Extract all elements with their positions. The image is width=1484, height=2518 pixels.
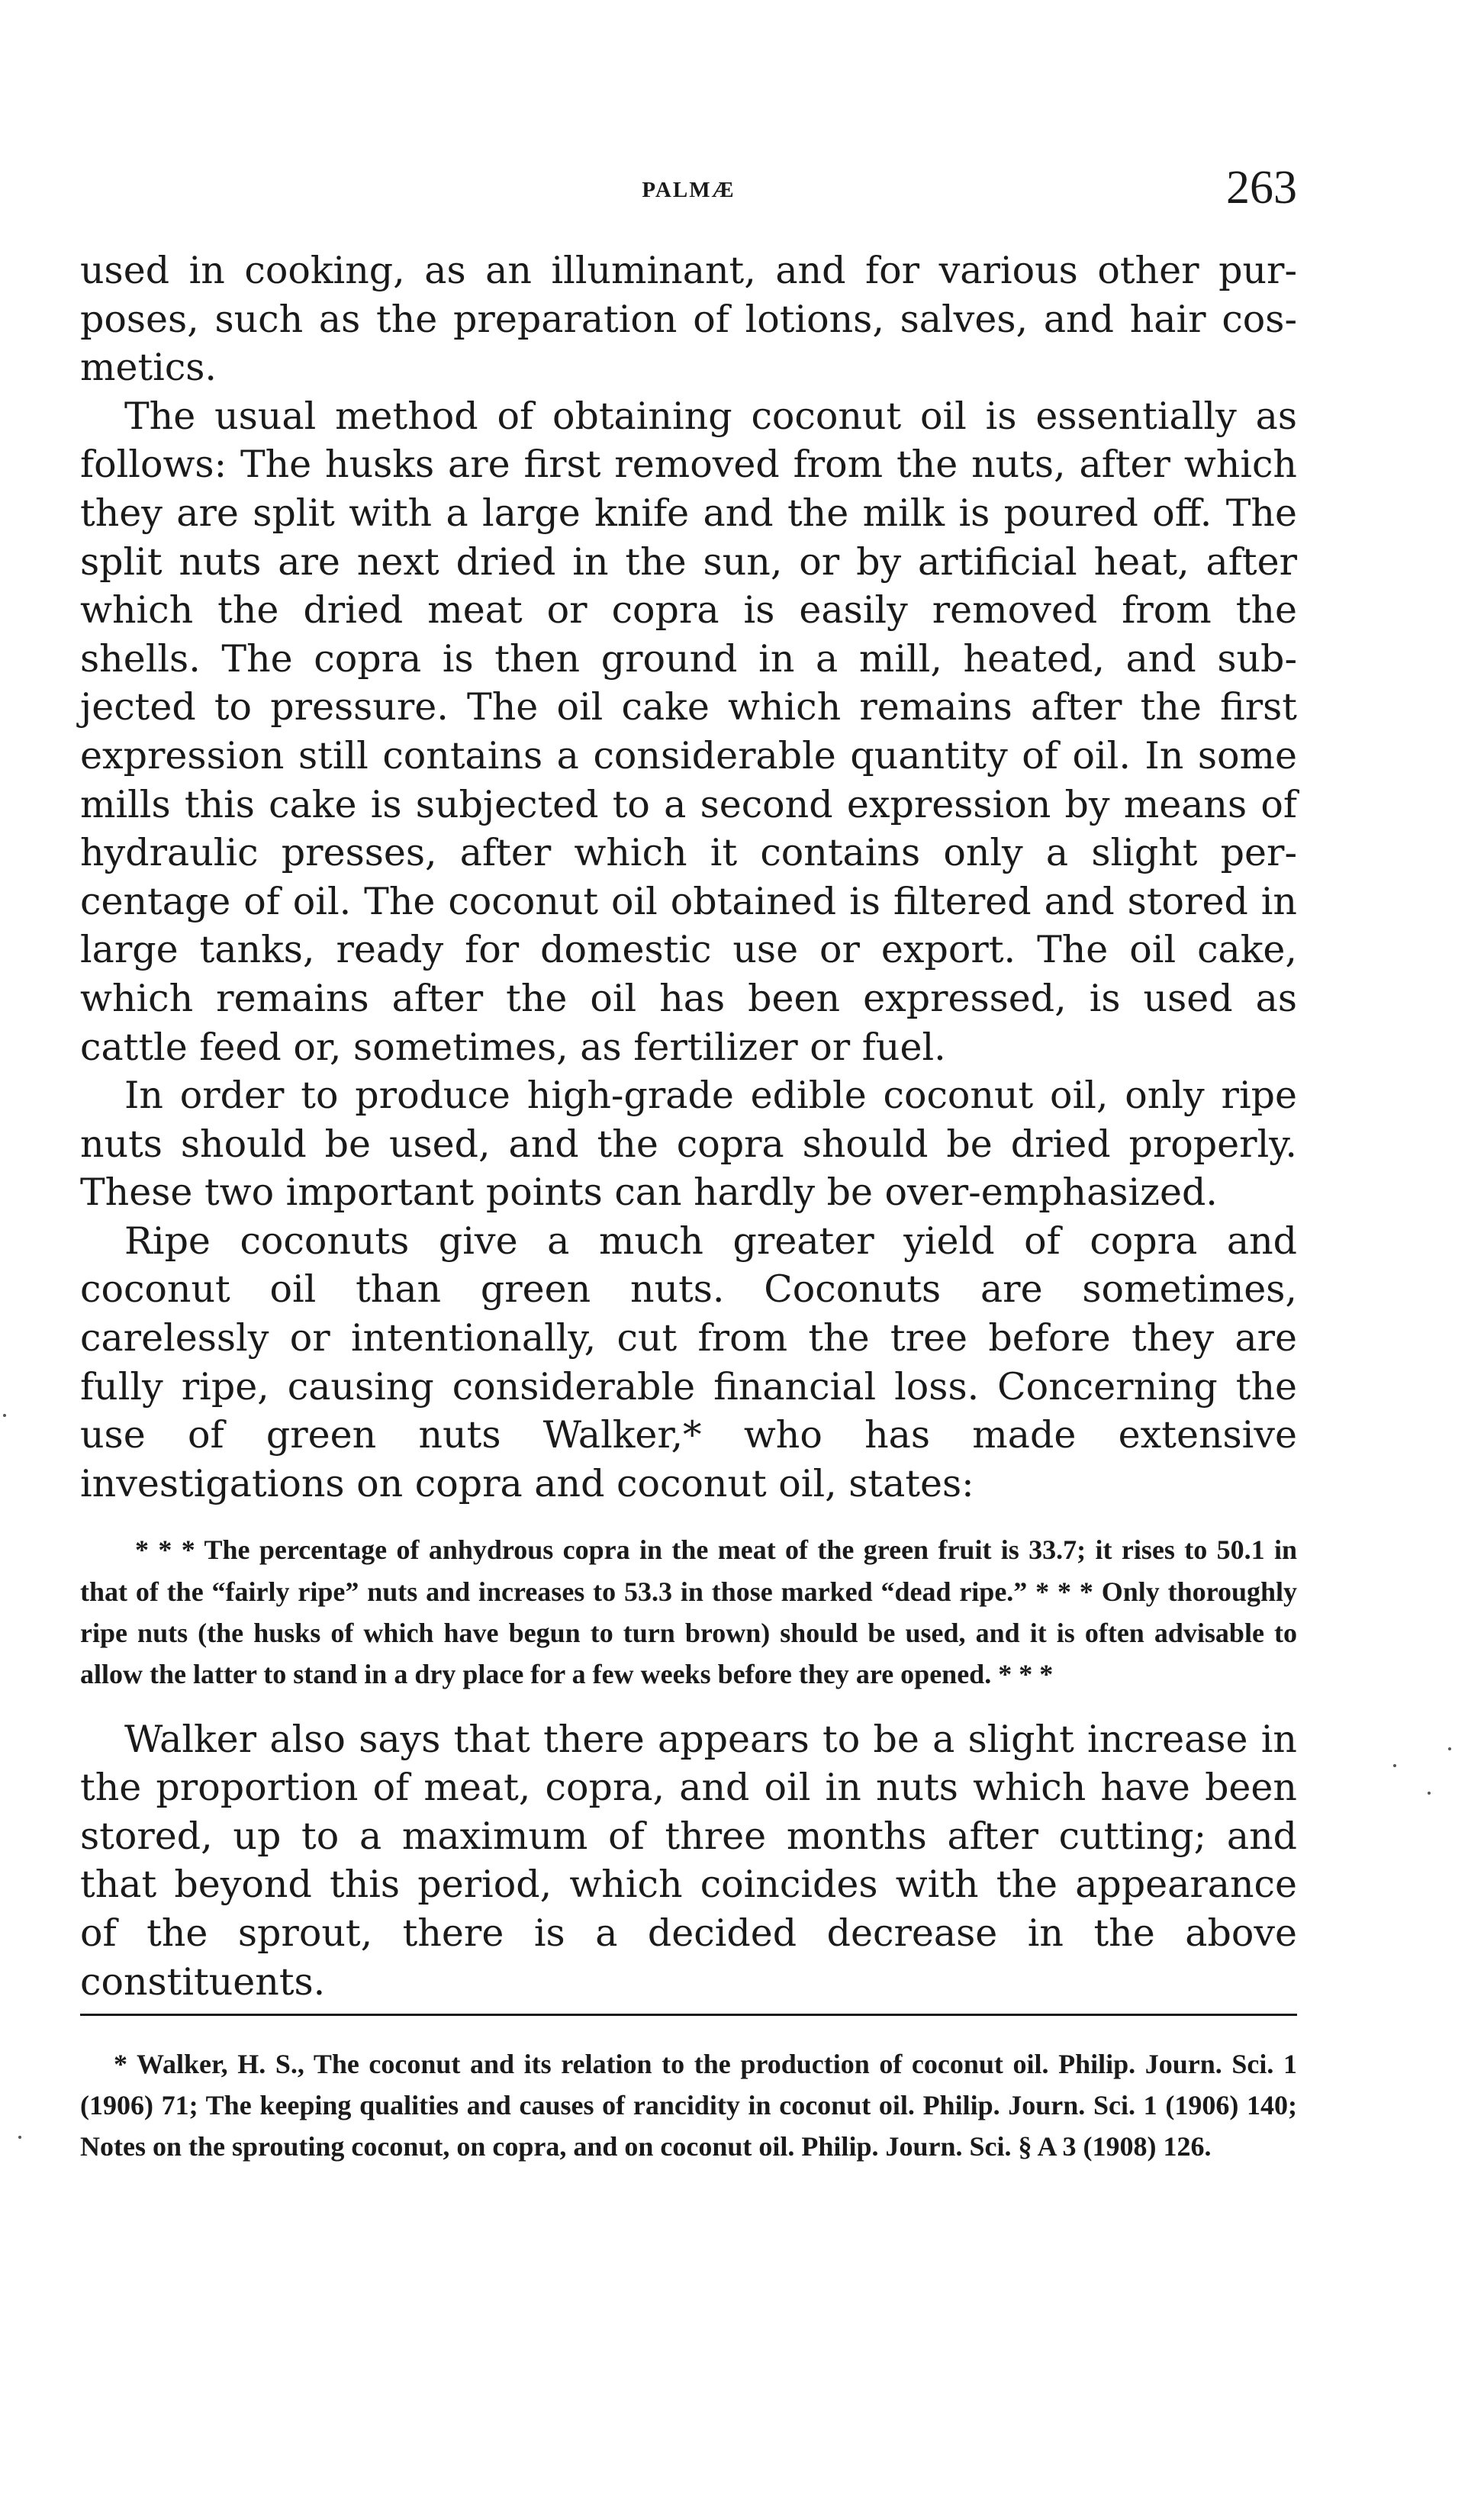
footnote: * Walker, H. S., The coconut and its relation to the production of coconut oil. Philip. Journ. Sci. 1 (1906) 71; The keeping qualities and causes of rancidity in coconut oil. Philip. Journ. Sci. 1 (1906) 140; Notes on the sprouting coconut, on copra, and on coconut oil. Philip. Journ. Sci. § A 3 (1908) 126. (80, 2049, 1297, 2162)
paragraph-storage: Walker also says that there appears to be a slight increase in the proportion of meat, copra, and oil in nuts which have been stored, up to a maximum of three months after cutting; and that beyond this period, which coincides with the appearance of the sprout, there is a decided decrease in the above constituents. (80, 1717, 1297, 2004)
page-number: 263 (1226, 162, 1297, 214)
body-text (80, 246, 1297, 2167)
running-title: PALMÆ (642, 178, 736, 202)
scan-speck (1393, 1764, 1396, 1767)
scan-speck (18, 2136, 21, 2139)
paragraph-ripe-nuts: In order to produce high-grade edible coconut oil, only ripe nuts should be used, and the copra should be dried properly. These two important points can hardly be over-emphasized. (80, 1074, 1297, 1215)
running-head (80, 164, 1297, 217)
scan-speck (1428, 1792, 1431, 1795)
block-quote: * * * The percentage of anhydrous copra in the meat of the green fruit is 33.7; it rises to 50.1 in that of the “fairly ripe” nuts and increases to 53.3 in those marked “dead ripe.” * * * Only thoroughly ripe nuts (the husks of which have begun to turn brown) should be used, and it is often advisable to allow the latter to stand in a dry place for a few weeks before they are opened. * * * (80, 1534, 1297, 1690)
paragraph-green-nuts: Ripe coconuts give a much greater yield of copra and coconut oil than green nuts. Coconuts are sometimes, carelessly or intentionally, cut from the tree before they are fully ripe, causing considerable financial loss. Concerning the use of green nuts Walker,* who has made extensive investigations on copra and coconut oil, states: (80, 1219, 1297, 1505)
paragraph-oil-method: The usual method of obtaining coconut oil is essentially as follows: The husks are first removed from the nuts, after which they are split with a large knife and the milk is poured off. The split nuts are next dried in the sun, or by artificial heat, after which the dried meat or copra is easily removed from the shells. The copra is then ground in a mill, heated, and subjected to pressure. The oil cake which remains after the first expression still contains a considerable quantity of oil. In some mills this cake is subjected to a second expression by means of hydraulic presses, after which it contains only a slight percentage of oil. The coconut oil obtained is filtered and stored in large tanks, ready for domestic use or export. The oil cake, which remains after the oil has been expressed, is used as cattle feed or, sometimes, as fertilizer or fuel. (80, 394, 1297, 1069)
paragraph-continuation: used in cooking, as an illuminant, and for various other purposes, such as the preparation of lotions, salves, and hair cosmetics. (80, 249, 1297, 390)
scan-speck (3, 1414, 6, 1417)
footnote-rule (80, 2014, 1297, 2016)
scan-speck (1448, 1747, 1451, 1750)
